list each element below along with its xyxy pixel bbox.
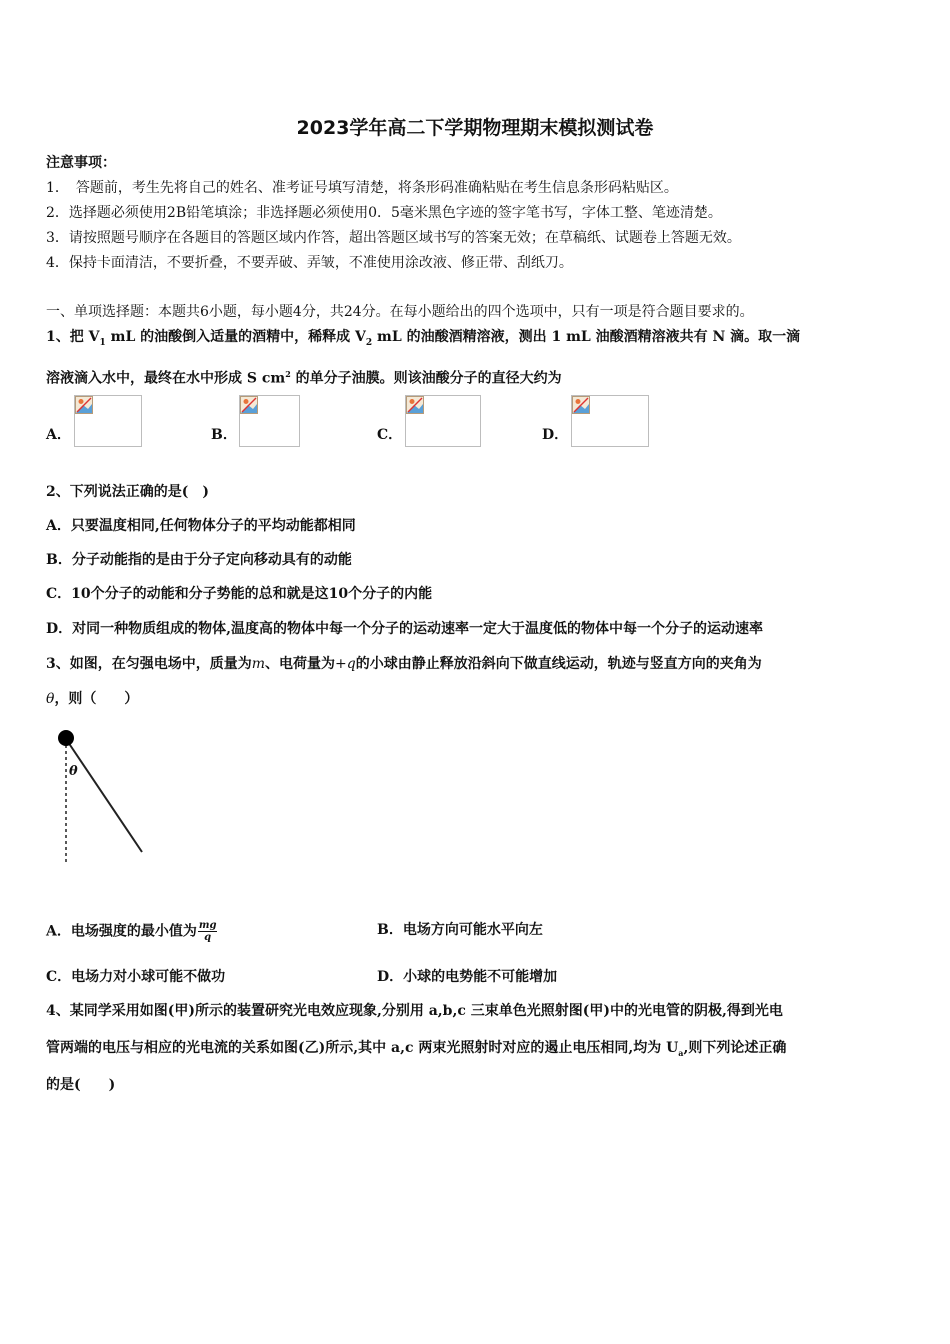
q1-option-b-label: B． xyxy=(211,427,237,443)
notice-item: 1． 答题前，考生先将自己的姓名、准考证号填写清楚，将条形码准确粘贴在考生信息条形码粘贴区。 xyxy=(46,180,678,196)
q4-stem-line3: 的是( ) xyxy=(46,1077,116,1093)
q1-option-a-image[interactable] xyxy=(74,395,142,447)
theta-label: θ xyxy=(69,764,78,779)
ball xyxy=(58,730,74,746)
q3-option-d: D．小球的电势能不可能增加 xyxy=(377,969,558,985)
q2-option-b: B．分子动能指的是由于分子定向移动具有的动能 xyxy=(46,552,352,568)
notice-item: 4．保持卡面清洁，不要折叠，不要弄破、弄皱，不准使用涂改液、修正带、刮纸刀。 xyxy=(46,255,573,271)
q1-option-b-image[interactable] xyxy=(239,395,300,447)
section-heading: 一、单项选择题：本题共6小题，每小题4分，共24分。在每小题给出的四个选项中，只有一项是符合题目要求的。 xyxy=(46,304,754,320)
broken-image-icon xyxy=(572,396,590,414)
q3-option-c: C．电场力对小球可能不做功 xyxy=(46,969,226,985)
q1-option-d-image[interactable] xyxy=(571,395,649,447)
broken-image-icon xyxy=(75,396,93,414)
q1-option-d-label: D． xyxy=(542,427,569,443)
q1-option-a-label: A． xyxy=(46,427,71,443)
q3-option-a: A．电场强度的最小值为 $\frac{mg}{q}$ xyxy=(46,920,217,943)
q2-option-c: C．10个分子的动能和分子势能的总和就是这10个分子的内能 xyxy=(46,586,433,602)
broken-image-icon xyxy=(240,396,258,414)
q3-stem-line1: 3、如图，在匀强电场中，质量为m、电荷量为+q的小球由静止释放沿斜向下做直线运动，轨迹与竖直方向的夹角为 xyxy=(46,656,762,672)
q4-stem-line2: 管两端的电压与相应的光电流的关系如图(乙)所示,其中 a,c 两束光照射时对应的遏止电压相同,均为 $U_a$,则下列论述正确 xyxy=(46,1040,787,1058)
broken-image-icon xyxy=(406,396,424,414)
q1-stem-line1: 1、把 $V_1$ mL 的油酸倒入适量的酒精中，稀释成 $V_2$ mL 的油酸酒精溶液，测出 1 mL 油酸酒精溶液共有 N 滴。取一滴 xyxy=(46,329,801,348)
fraction-mg-over-q: $\frac{mg}{q}$ xyxy=(198,920,217,943)
q1-option-c-label: C． xyxy=(377,427,403,443)
notice-item: 2．选择题必须使用2B铅笔填涂；非选择题必须使用0．5毫米黑色字迹的签字笔书写，字体工整、笔迹清楚。 xyxy=(46,205,722,221)
notice-item: 3．请按照题号顺序在各题目的答题区域内作答，超出答题区域书写的答案无效；在草稿纸、试题卷上答题无效。 xyxy=(46,230,741,246)
q1-option-c-image[interactable] xyxy=(405,395,481,447)
q3-diagram xyxy=(50,725,160,870)
page-title: 2023学年高二下学期物理期末模拟测试卷 xyxy=(296,117,654,139)
notice-heading: 注意事项： xyxy=(46,155,116,171)
q1-stem-line2: 溶液滴入水中，最终在水中形成 S $cm^2$ 的单分子油膜。则该油酸分子的直径大约为 xyxy=(46,369,562,387)
q2-stem: 2、下列说法正确的是( ) xyxy=(46,484,209,500)
q2-option-a: A．只要温度相同,任何物体分子的平均动能都相同 xyxy=(46,518,356,534)
q4-stem-line1: 4、某同学采用如图(甲)所示的装置研究光电效应现象,分别用 a,b,c 三束单色光照射图(甲)中的光电管的阴极,得到光电 xyxy=(46,1003,783,1019)
q3-option-b: B．电场方向可能水平向左 xyxy=(377,922,543,938)
q2-option-d: D．对同一种物质组成的物体,温度高的物体中每一个分子的运动速率一定大于温度低的物体中每一个分子的运动速率 xyxy=(46,621,764,637)
q3-stem-line2: θ，则（ ） xyxy=(46,691,139,707)
trajectory-line xyxy=(66,739,142,852)
